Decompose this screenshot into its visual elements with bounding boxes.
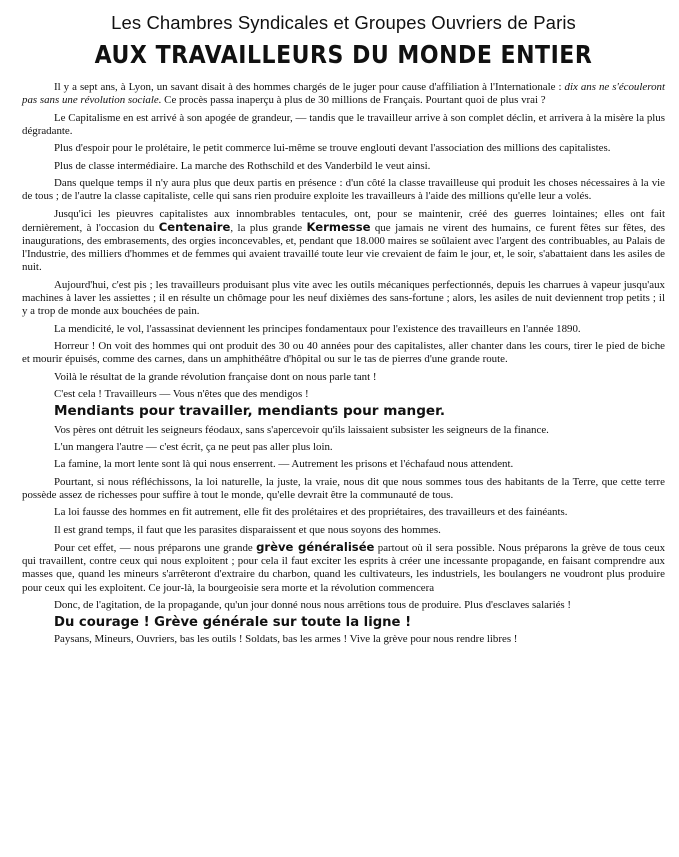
slogan-mendiants: Mendiants pour travailler, mendiants pour manger.: [54, 403, 446, 420]
paragraph-18: Pour cet effet, — nous préparons une grande grève généralisée partout où il sera possible. Nous préparons la grève de tous ceux qui travaillent, contre ceux qui nous exploitent ; pour cela il faut exciter les esprits à créer une incessante propagande, en faisant comprendre aux masses que, quand les mineurs s'arrêteront d'extraire du charbon, quand les cultivateurs, les industriels, les boulangers ne voudront plus produire pour ceux qui les exploitent. Ce jour-là, la bourgeoisie sera morte et la révolution commencera: [22, 540, 666, 594]
paragraph-12: Vos pères ont détruit les seigneurs féodaux, sans s'apercevoir qu'ils laissaient subsister les seigneurs de la finance.: [54, 423, 549, 436]
paragraph-2: Le Capitalisme en est arrivé à son apogée de grandeur, — tandis que le travailleur arrive à son complet déclin, et arrivera à la misère la plus dégradante.: [22, 111, 665, 137]
emphasis-kermesse: Kermesse: [306, 219, 371, 234]
paragraph-13: L'un mangera l'autre — c'est écrit, ça ne peut pas aller plus loin.: [54, 440, 333, 453]
paragraph-4: Plus de classe intermédiaire. La marche des Rothschild et des Vanderbild le veut ainsi.: [54, 159, 431, 172]
paragraph-1: Il y a sept ans, à Lyon, un savant disait à des hommes chargés de le juger pour cause d'affiliation à l'Internationale : dix ans ne s'écouleront pas sans une révolution sociale. Ce procès passa inaperçu à plus de 30 millions de Français. Pourtant quoi de plus vrai ?: [22, 81, 665, 107]
paragraph-15: Pourtant, si nous réfléchissons, la loi naturelle, la juste, la vraie, nous dit que nous sommes tous des habitants de la Terre, que cette terre possède assez de richesses pour suffire à tout le monde, qu'elle devrait être la communauté de tous.: [22, 475, 665, 501]
emphasis-greve-generalisee: grève généralisée: [256, 540, 375, 555]
paragraph-3: Plus d'espoir pour le prolétaire, le petit commerce lui-même se trouve englouti devant l'association des millions des capitalistes.: [54, 142, 611, 155]
closing-line: Paysans, Mineurs, Ouvriers, bas les outils ! Soldats, bas les armes ! Vive la grève pour nous rendre libres !: [54, 632, 518, 645]
poster-body: [22, 81, 665, 646]
paragraph-9: Horreur ! On voit des hommes qui ont produit des 30 ou 40 années pour des capitalistes, aller chanter dans les cours, tirer le pied de biche et mourir épuisés, comme des carnes, dans un amphithéâtre d'hôpital ou sur le tas de pierres d'une grande route.: [22, 339, 665, 366]
paragraph-14: La famine, la mort lente sont là qui nous enserrent. — Autrement les prisons et l'échafaud nous attendent.: [54, 458, 514, 471]
paragraph-11: C'est cela ! Travailleurs — Vous n'êtes que des mendigos !: [54, 387, 309, 400]
paragraph-16: La loi fausse des hommes en fit autrement, elle fit des prolétaires et des propriétaires, des travailleurs et des fainéants.: [54, 506, 568, 519]
emphasis-centenaire: Centenaire: [158, 219, 231, 234]
paragraph-8: La mendicité, le vol, l'assassinat deviennent les principes fondamentaux pour l'existence des travailleurs en l'année 1890.: [54, 322, 581, 335]
paragraph-17: Il est grand temps, il faut que les parasites disparaissent et que nous soyons des hommes.: [54, 523, 441, 536]
paragraph-6: Jusqu'ici les pieuvres capitalistes aux innombrables tentacules, ont, pour se maintenir, créé des guerres lointaines; elles ont fait dernièrement, à l'occasion du Centenaire, la plus grande Kermesse que jamais ne virent des humains, ce furent fêtes sur fêtes, des inaugurations, des embrasements, des orgies inconcevables, et, pendant que 18.000 maires se soûlaient avec l'argent des contribuables, au Palais de l'Industrie, des milliers d'hommes et de femmes qui avaient travaillé toute leur vie crevaient de faim le jour, et, le soir, s'abattaient dans les asiles de nuit.: [22, 207, 665, 274]
paragraph-19: Donc, de l'agitation, de la propagande, qu'un jour donné nous nous arrêtions tous de produire. Plus d'esclaves salariés !: [54, 599, 572, 612]
paragraph-10: Voilà le résultat de la grande révolution française dont on nous parle tant !: [54, 370, 377, 383]
poster-header: Les Chambres Syndicales et Groupes Ouvriers de Paris: [111, 12, 576, 33]
paragraph-7: Aujourd'hui, c'est pis ; les travailleurs produisant plus vite avec les outils mécaniques perfectionnés, depuis les charrues à vapeur jusqu'aux machines à laver les assiettes ; il en résulte un chômage pour les neuf dixièmes des sans-fortune ; alors, les asiles de nuit deviennent trop petits ; il y a trop de monde aux bouchées de pain.: [22, 278, 665, 318]
poster-title: AUX TRAVAILLEURS DU MONDE ENTIER: [94, 40, 593, 69]
slogan-greve-generale: Du courage ! Grève générale sur toute la ligne !: [54, 615, 412, 631]
quote-revolution: dix ans ne s'écouleront pas sans une révolution sociale.: [22, 81, 665, 107]
paragraph-5: Dans quelque temps il n'y aura plus que deux partis en présence : d'un côté la classe travailleuse qui produit les choses nécessaires à la vie de tous ; de l'autre la classe capitaliste, celle qui sans rien produire exploite les travailleurs à l'aide des millions qu'elle leur a volés.: [22, 176, 665, 203]
